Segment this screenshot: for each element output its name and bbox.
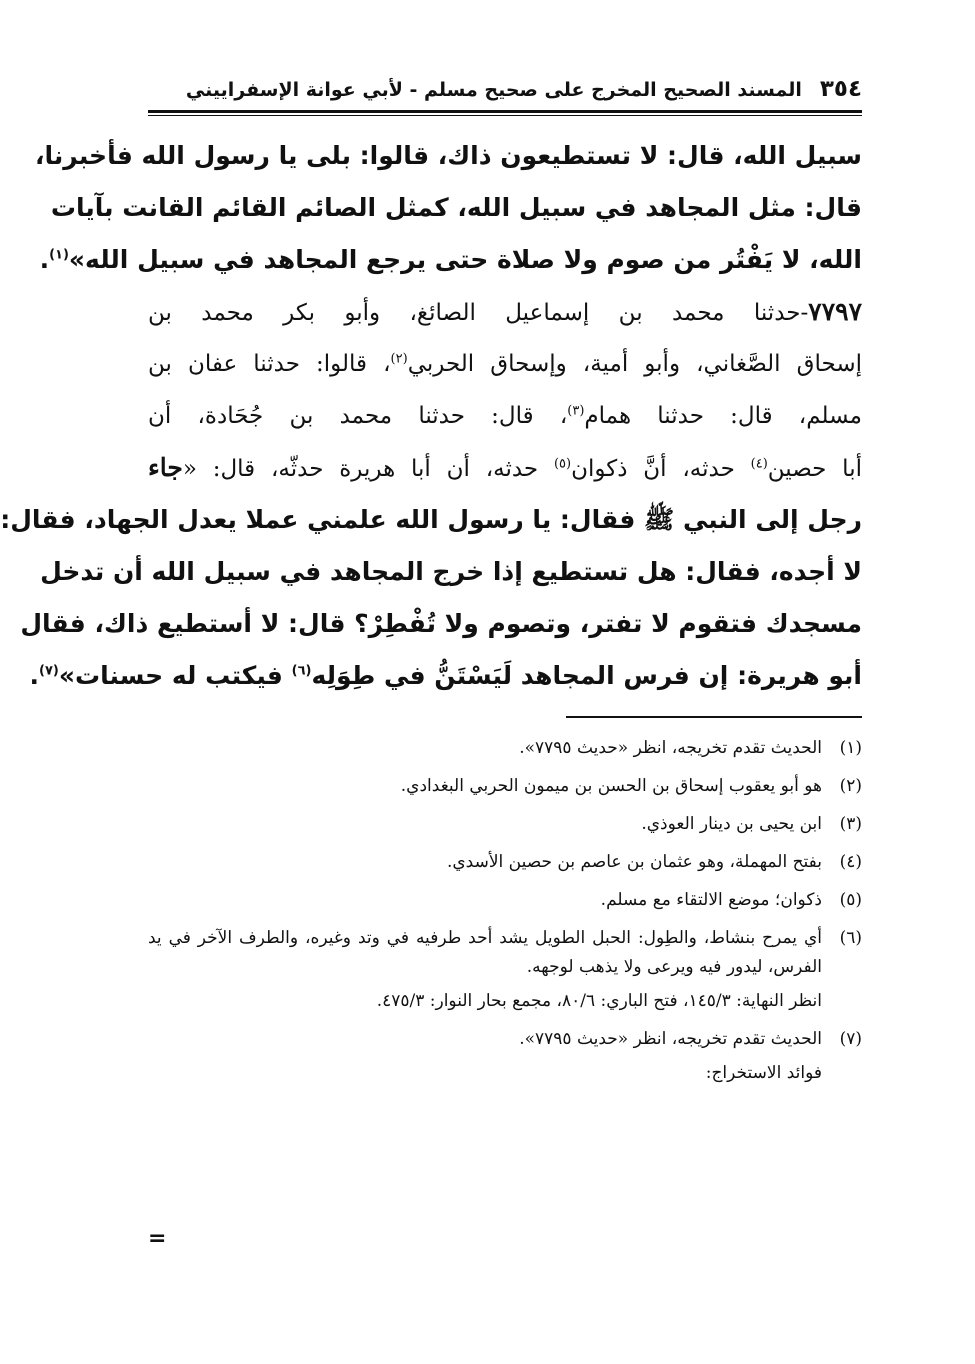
text-line-2: قال: مثل المجاهد في سبيل الله، كمثل الصائم القائم القانت بآيات [50,193,862,222]
book-page [0,76,862,1336]
text-line-7 [148,442,862,494]
istikhraj-label: فوائد الاستخراج: [705,1063,822,1083]
text-line-5-b: ، قالوا: حدثنا عفان بن [148,351,391,377]
footnote-number: (٦) [839,928,862,948]
text-line-5 [148,338,862,390]
text-line-7-a: أبا حصين [767,456,862,482]
text-line-5-a: إسحاق الصَّغاني، وأبو أمية، وإسحاق الحربي [407,351,862,377]
footnotes [148,734,862,1083]
footnote-3 [148,810,862,839]
footnote-text: الحديث تقدم تخريجه، انظر «حديث ٧٧٩٥». [519,738,822,758]
text-line-11 [29,650,862,702]
text-line-11-b: فيكتب له حسنات» [58,661,292,690]
footnote-2 [148,772,862,801]
text-line-4-body: -حدثنا محمد بن إسماعيل الصائغ، وأبو بكر محمد بن [148,300,809,326]
text-line-6 [148,390,862,442]
hadith-number: ٧٧٩٧ [808,297,862,326]
footnote-text: الحديث تقدم تخريجه، انظر «حديث ٧٧٩٥». [519,1029,822,1049]
text-line-1: سبيل الله، قال: لا تستطيعون ذاك، قالوا: بلى يا رسول الله فأخبرنا، [35,141,862,170]
footnote-number: (٧) [839,1029,862,1049]
footnote-number: (٤) [839,852,862,872]
running-header [148,76,862,106]
text-line-7-b: حدثه، أنَّ ذكوان [571,456,751,482]
text-line-6-b: ، قال: حدثنا محمد بن جُحَادة، أن [148,403,568,429]
footnote-separator [566,716,862,718]
text-line-3-end: . [39,245,50,274]
footnote-number: (٥) [839,890,862,910]
footnote-ref-5[interactable]: (٥) [553,456,572,472]
footnote-text: ابن يحيى بن دينار العوذي. [641,814,822,834]
text-line-3-body: الله، لا يَفْتُر من صوم ولا صلاة حتى يرجع المجاهد في سبيل الله» [68,245,862,274]
footnote-number: (١) [839,738,862,758]
continuation-mark: = [148,1226,167,1251]
text-line-8: رجل إلى النبي ﷺ فقال: يا رسول الله علمني عملا يعدل الجهاد، فقال: [0,505,862,534]
text-line-9: لا أجده، فقال: هل تستطيع إذا خرج المجاهد في سبيل الله أن تدخل [40,557,862,586]
footnote-ref-7[interactable]: (٧) [39,663,59,679]
text-line-11-end: . [29,661,40,690]
text-line-7-bold: جاء [148,453,183,482]
footnote-text: هو أبو يعقوب إسحاق بن الحسن بن ميمون الحربي البغدادي. [400,776,822,796]
footnote-6 [148,924,862,982]
text-line-4 [148,286,862,338]
footnote-number: (٣) [839,814,862,834]
footnote-number: (٢) [839,776,862,796]
text-line-3 [39,234,862,286]
header-title: المسند الصحيح المخرج على صحيح مسلم - لأبي عوانة الإسفراييني [185,79,802,101]
text-line-10: مسجدك فتقوم لا تفتر، وتصوم ولا تُفْطِرْ؟ قال: لا أستطيع ذاك، فقال [20,609,862,638]
footnote-5 [148,886,862,915]
main-text [0,130,862,702]
footnote-6-references: انظر النهاية: ١٤٥/٣، فتح الباري: ٨٠/٦، مجمع بحار النوار: ٤٧٥/٣. [376,991,822,1011]
footnote-4 [148,848,862,877]
footnote-ref-1[interactable]: (١) [49,247,69,263]
footnote-text: أي يمرح بنشاط، والطِول: الحبل الطويل يشد أحد طرفيه في وتد وغيره، والطرف الآخر في يد الفرس، ليدور فيه ويرعى ولا يذهب لوجهه. [148,928,822,977]
footnote-text: ذكوان؛ موضع الالتقاء مع مسلم. [600,890,822,910]
text-line-6-a: مسلم، قال: حدثنا همام [584,403,862,429]
footnote-ref-3[interactable]: (٣) [567,403,585,419]
footnote-1 [148,734,862,763]
footnote-text: بفتح المهملة، وهو عثمان بن عاصم بن حصين الأسدي. [446,852,822,872]
text-line-11-a: أبو هريرة: إن فرس المجاهد لَيَسْتَنُّ في طِوَلِه [311,661,862,690]
footnote-ref-4[interactable]: (٤) [750,456,768,472]
page-number: ٣٥٤ [819,76,862,102]
footnote-ref-2[interactable]: (٢) [390,351,408,367]
footnote-ref-6[interactable]: (٦) [291,663,312,679]
footnote-7 [148,1025,862,1054]
header-rule [148,110,862,116]
text-line-7-c: حدثه، أن أبا هريرة حدثّه، قال: « [182,456,554,482]
